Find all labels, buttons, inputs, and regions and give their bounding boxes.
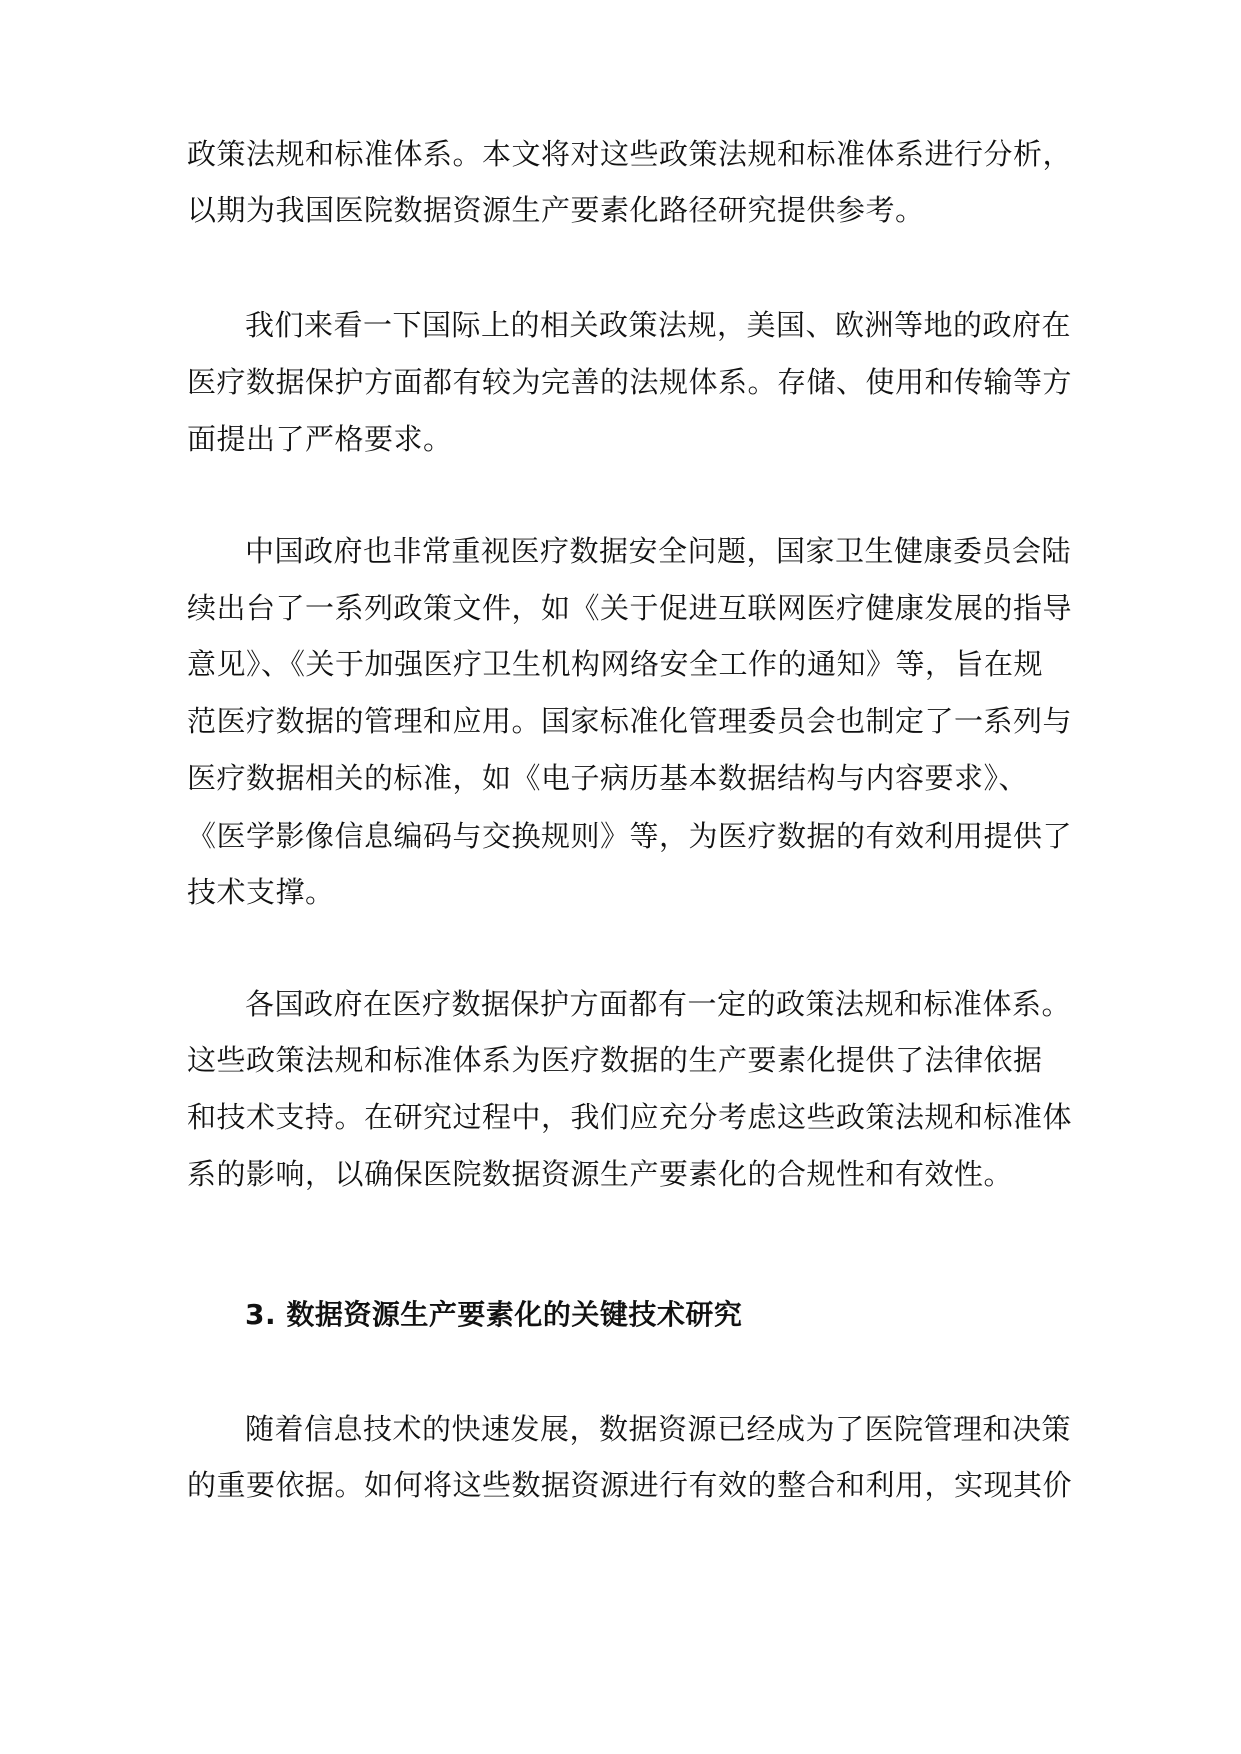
text-line: 续出台了一系列政策文件，如《关于促进互联网医疗健康发展的指导 bbox=[187, 591, 1073, 625]
text-line: 以期为我国医院数据资源生产要素化路径研究提供参考。 bbox=[187, 193, 925, 227]
text-line: 范医疗数据的管理和应用。国家标准化管理委员会也制定了一系列与 bbox=[187, 704, 1073, 738]
text-line: 各国政府在医疗数据保护方面都有一定的政策法规和标准体系。 bbox=[245, 987, 1072, 1021]
text-line: 中国政府也非常重视医疗数据安全问题，国家卫生健康委员会陆 bbox=[245, 534, 1072, 568]
text-line: 技术支撑。 bbox=[187, 875, 335, 909]
section-heading: 3. 数据资源生产要素化的关键技术研究 bbox=[245, 1298, 743, 1331]
text-line: 这些政策法规和标准体系为医疗数据的生产要素化提供了法律依据 bbox=[187, 1043, 1043, 1077]
text-line: 的重要依据。如何将这些数据资源进行有效的整合和利用，实现其价 bbox=[187, 1468, 1073, 1502]
text-line: 随着信息技术的快速发展，数据资源已经成为了医院管理和决策 bbox=[245, 1412, 1072, 1446]
text-line: 医疗数据相关的标准，如《电子病历基本数据结构与内容要求》、 bbox=[187, 761, 1029, 795]
text-line: 医疗数据保护方面都有较为完善的法规体系。存储、使用和传输等方 bbox=[187, 365, 1073, 399]
text-line: 《医学影像信息编码与交换规则》等，为医疗数据的有效利用提供了 bbox=[187, 819, 1073, 853]
text-line: 政策法规和标准体系。本文将对这些政策法规和标准体系进行分析， bbox=[187, 137, 1073, 171]
text-line: 系的影响，以确保医院数据资源生产要素化的合规性和有效性。 bbox=[187, 1157, 1014, 1191]
text-line: 和技术支持。在研究过程中，我们应充分考虑这些政策法规和标准体 bbox=[187, 1100, 1073, 1134]
text-line: 意见》、《关于加强医疗卫生机构网络安全工作的通知》等，旨在规 bbox=[187, 647, 1044, 681]
text-line: 我们来看一下国际上的相关政策法规，美国、欧洲等地的政府在 bbox=[245, 308, 1072, 342]
text-line: 面提出了严格要求。 bbox=[187, 422, 453, 456]
